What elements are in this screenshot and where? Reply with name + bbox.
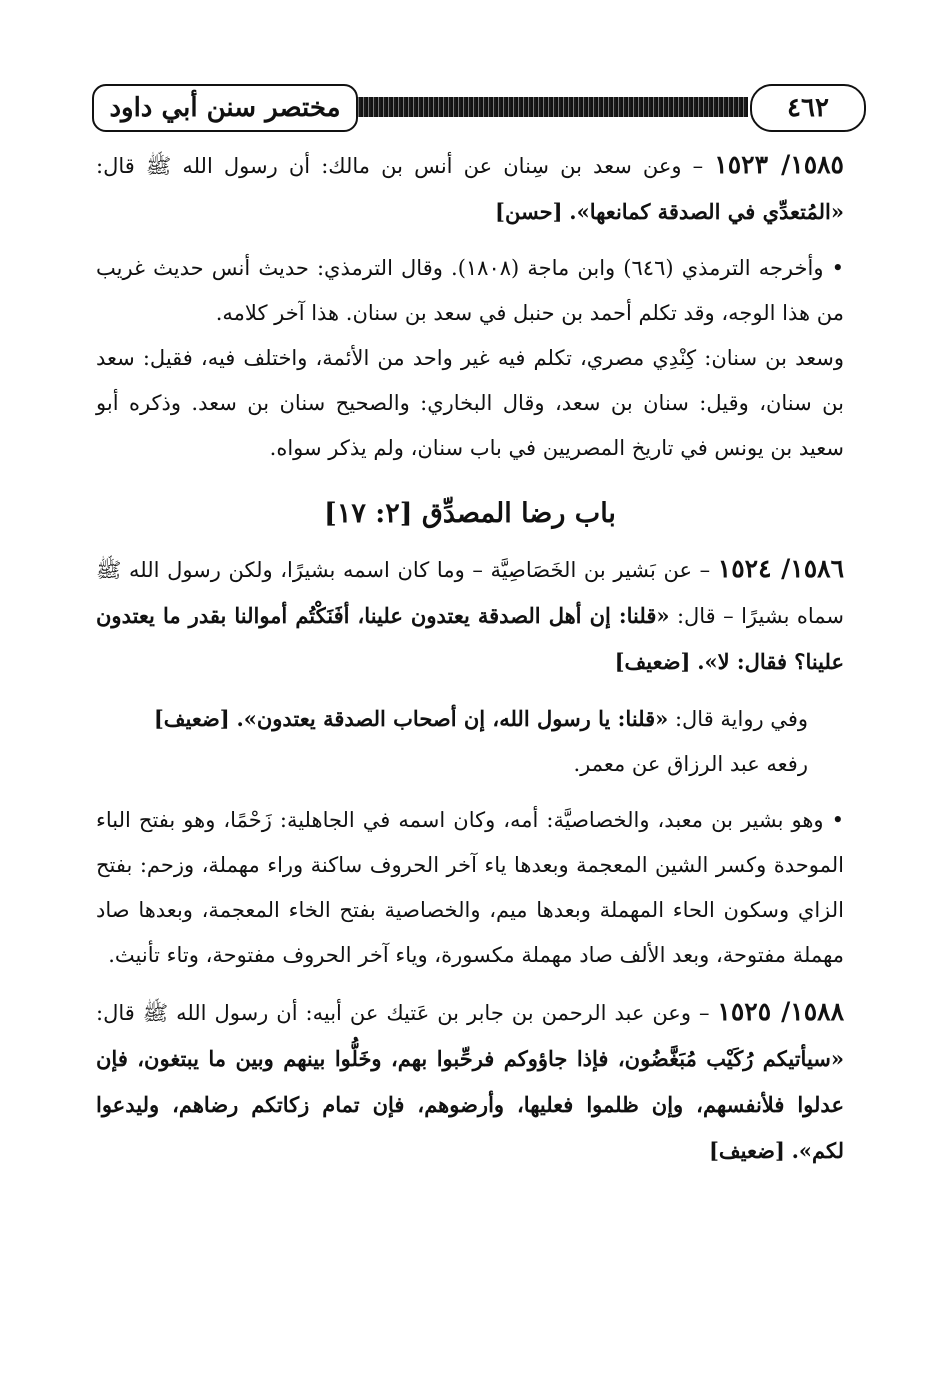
hadith-number: ١٥٨٨/ ١٥٢٥ [717, 997, 844, 1026]
page-content [96, 142, 844, 1174]
hadith-text: «قلنا: إن أهل الصدقة يعتدون علينا، أفَنَكْتُم أموالنا بقدر ما يعتدون علينا؟ فقال: لا». [96, 603, 844, 674]
variant-text: «قلنا: يا رسول الله، إن أصحاب الصدقة يعتدون». [236, 706, 669, 731]
page-header [92, 72, 864, 130]
hadith-number: ١٥٨٦/ ١٥٢٤ [717, 554, 845, 583]
hadith-1588 [96, 989, 844, 1174]
hadith-1586 [96, 546, 844, 685]
hadith-intro: – عن بَشير بن الخَصَاصِيَّة – وما كان اسمه بشيرًا، ولكن رسول الله ﷺ سماه بشيرًا – قال: [96, 558, 844, 628]
hadith-intro: – وعن عبد الرحمن بن جابر بن عَتيك عن أبيه: أن رسول الله ﷺ قال: [96, 1001, 710, 1025]
hadith-1585 [96, 142, 844, 235]
page-number: ٤٦٢ [750, 84, 866, 132]
hadith-number: ١٥٨٥/ ١٥٢٣ [714, 150, 844, 179]
hadith-grade: [ضعيف] [708, 1138, 785, 1163]
commentary-paragraph: • وهو بشير بن معبد، والخصاصيَّة: أمه، وكان اسمه في الجاهلية: زَحْمًا، وهو بفتح الباء الموحدة وكسر الشين المعجمة وبعدها ياء آخر الحروف ساكنة وراء مهملة، وزحم: بفتح الزاي وسكون الحاء المهملة وبعدها ميم، والخصاصية بفتح الخاء المعجمة، وبعدها صاد مهملة مفتوحة، وبعد الألف صاد مهملة مكسورة، وياء آخر الحروف مفتوحة، وتاء تأنيث. [96, 808, 844, 967]
hadith-text: «سيأتيكم رُكَيْب مُبَغَّضُون، فإذا جاؤوكم فرحِّبوا بهم، وخَلُّوا بينهم وبين ما يبتغون، فإن عدلوا فلأنفسهم، وإن ظلموا فعليها، وأرضوهم، فإن تمام زكاتكم رضاهم، وليدعوا لكم». [96, 1046, 844, 1163]
hadith-note: رفعه عبد الرزاق عن معمر. [573, 752, 808, 776]
chapter-heading: باب رضا المصدِّق [٢: ١٧] [324, 498, 616, 529]
commentary-paragraph: • وأخرجه الترمذي (٦٤٦) وابن ماجة (١٨٠٨). وقال الترمذي: حديث أنس حديث غريب من هذا الوجه، وقد تكلم أحمد بن حنبل في سعد بن سنان. هذا آخر كلامه. [96, 256, 844, 325]
commentary-paragraph: وسعد بن سنان: كِنْدِي مصري، تكلم فيه غير واحد من الأئمة، واختلف فيه، فقيل: سعد بن سنان، وقيل: سنان بن سعد، وقال البخاري: والصحيح سنان بن سعد. وذكره أبو سعيد بن يونس في تاريخ المصريين في باب سنان، ولم يذكر سواه. [96, 346, 844, 460]
variant-grade: [ضعيف] [153, 706, 230, 731]
hadith-variant [96, 696, 844, 742]
hadith-grade: [حسن] [495, 199, 563, 224]
hadith-text: «المُتعدِّي في الصدقة كمانعها». [569, 199, 844, 224]
hadith-grade: [ضعيف] [614, 649, 691, 674]
hadith-intro: – وعن سعد بن سِنان عن أنس بن مالك: أن رسول الله ﷺ قال: [96, 154, 704, 178]
book-title: مختصر سنن أبي داود [92, 84, 358, 132]
header-ornament-bar [356, 97, 748, 117]
variant-intro: وفي رواية قال: [674, 707, 808, 731]
